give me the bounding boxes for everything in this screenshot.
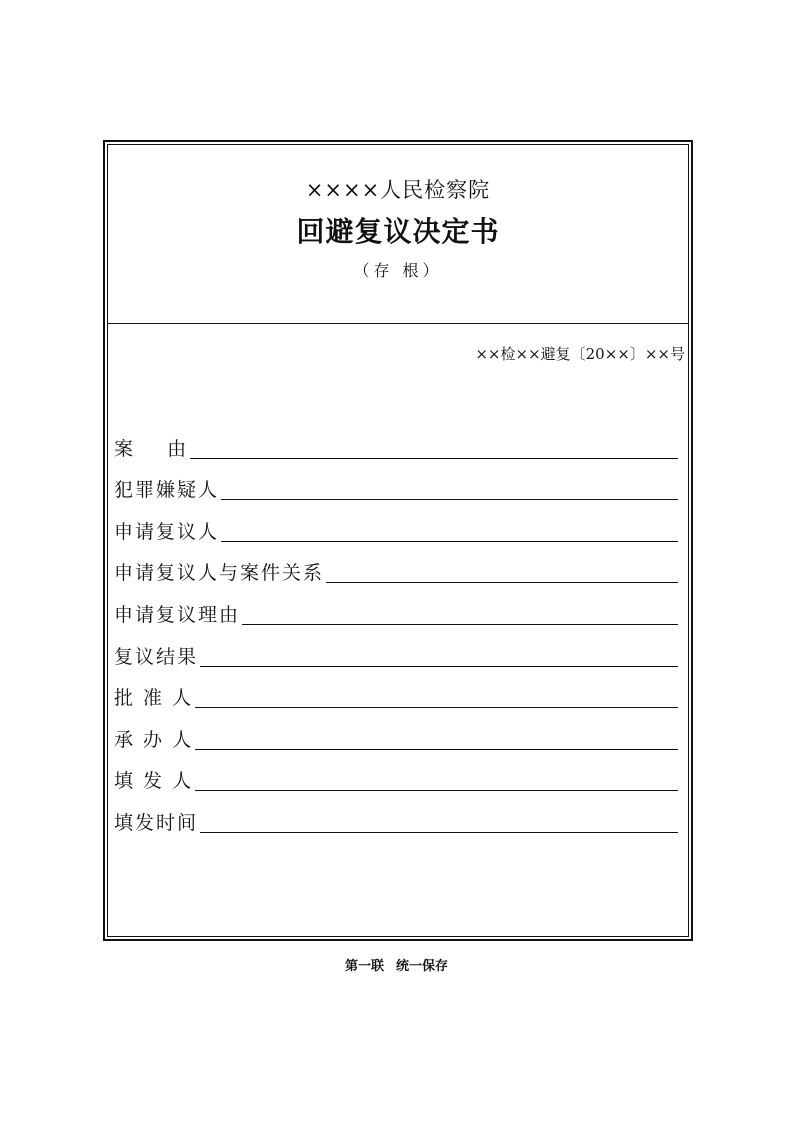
field-issue-time bbox=[114, 794, 678, 836]
field-label: 申请复议人与案件关系 bbox=[114, 562, 325, 585]
footer-part-one: 第一联 bbox=[344, 959, 384, 974]
organization-name: ××××人民检察院 bbox=[305, 178, 491, 202]
field-reconsideration-reason bbox=[114, 586, 678, 628]
field-blank-line[interactable] bbox=[195, 789, 678, 791]
footer-part-two: 统一保存 bbox=[396, 959, 449, 974]
field-case-reason bbox=[114, 420, 678, 462]
field-blank-line[interactable] bbox=[200, 665, 678, 667]
field-suspect bbox=[114, 462, 678, 504]
form-fields bbox=[114, 420, 678, 836]
field-label: 申请复议理由 bbox=[114, 603, 241, 626]
field-label: 犯罪嫌疑人 bbox=[114, 479, 220, 502]
field-label: 填发时间 bbox=[114, 811, 199, 834]
field-blank-line[interactable] bbox=[221, 540, 678, 542]
field-applicant bbox=[114, 503, 678, 545]
field-label: 申请复议人 bbox=[114, 520, 220, 543]
document-number: ××检××避复〔20××〕××号 bbox=[475, 345, 685, 363]
field-label: 填 发 人 bbox=[114, 770, 194, 793]
document-title: 回避复议决定书 bbox=[296, 215, 500, 248]
field-blank-line[interactable] bbox=[195, 748, 678, 750]
field-label: 批 准 人 bbox=[114, 687, 194, 710]
field-blank-line[interactable] bbox=[200, 831, 678, 833]
field-blank-line[interactable] bbox=[326, 581, 678, 583]
field-result bbox=[114, 628, 678, 670]
field-blank-line[interactable] bbox=[195, 706, 678, 708]
field-blank-line[interactable] bbox=[242, 623, 678, 625]
document-subtitle: （存 根） bbox=[353, 261, 443, 280]
field-handler bbox=[114, 711, 678, 753]
form-header bbox=[107, 144, 689, 324]
footer-note bbox=[0, 955, 793, 974]
field-issuer bbox=[114, 753, 678, 795]
field-blank-line[interactable] bbox=[190, 457, 678, 459]
field-label: 案 由 bbox=[114, 437, 189, 460]
field-approver bbox=[114, 670, 678, 712]
field-label: 承 办 人 bbox=[114, 728, 194, 751]
field-label: 复议结果 bbox=[114, 645, 199, 668]
header-divider bbox=[107, 323, 689, 324]
field-blank-line[interactable] bbox=[221, 498, 678, 500]
field-applicant-relation bbox=[114, 545, 678, 587]
